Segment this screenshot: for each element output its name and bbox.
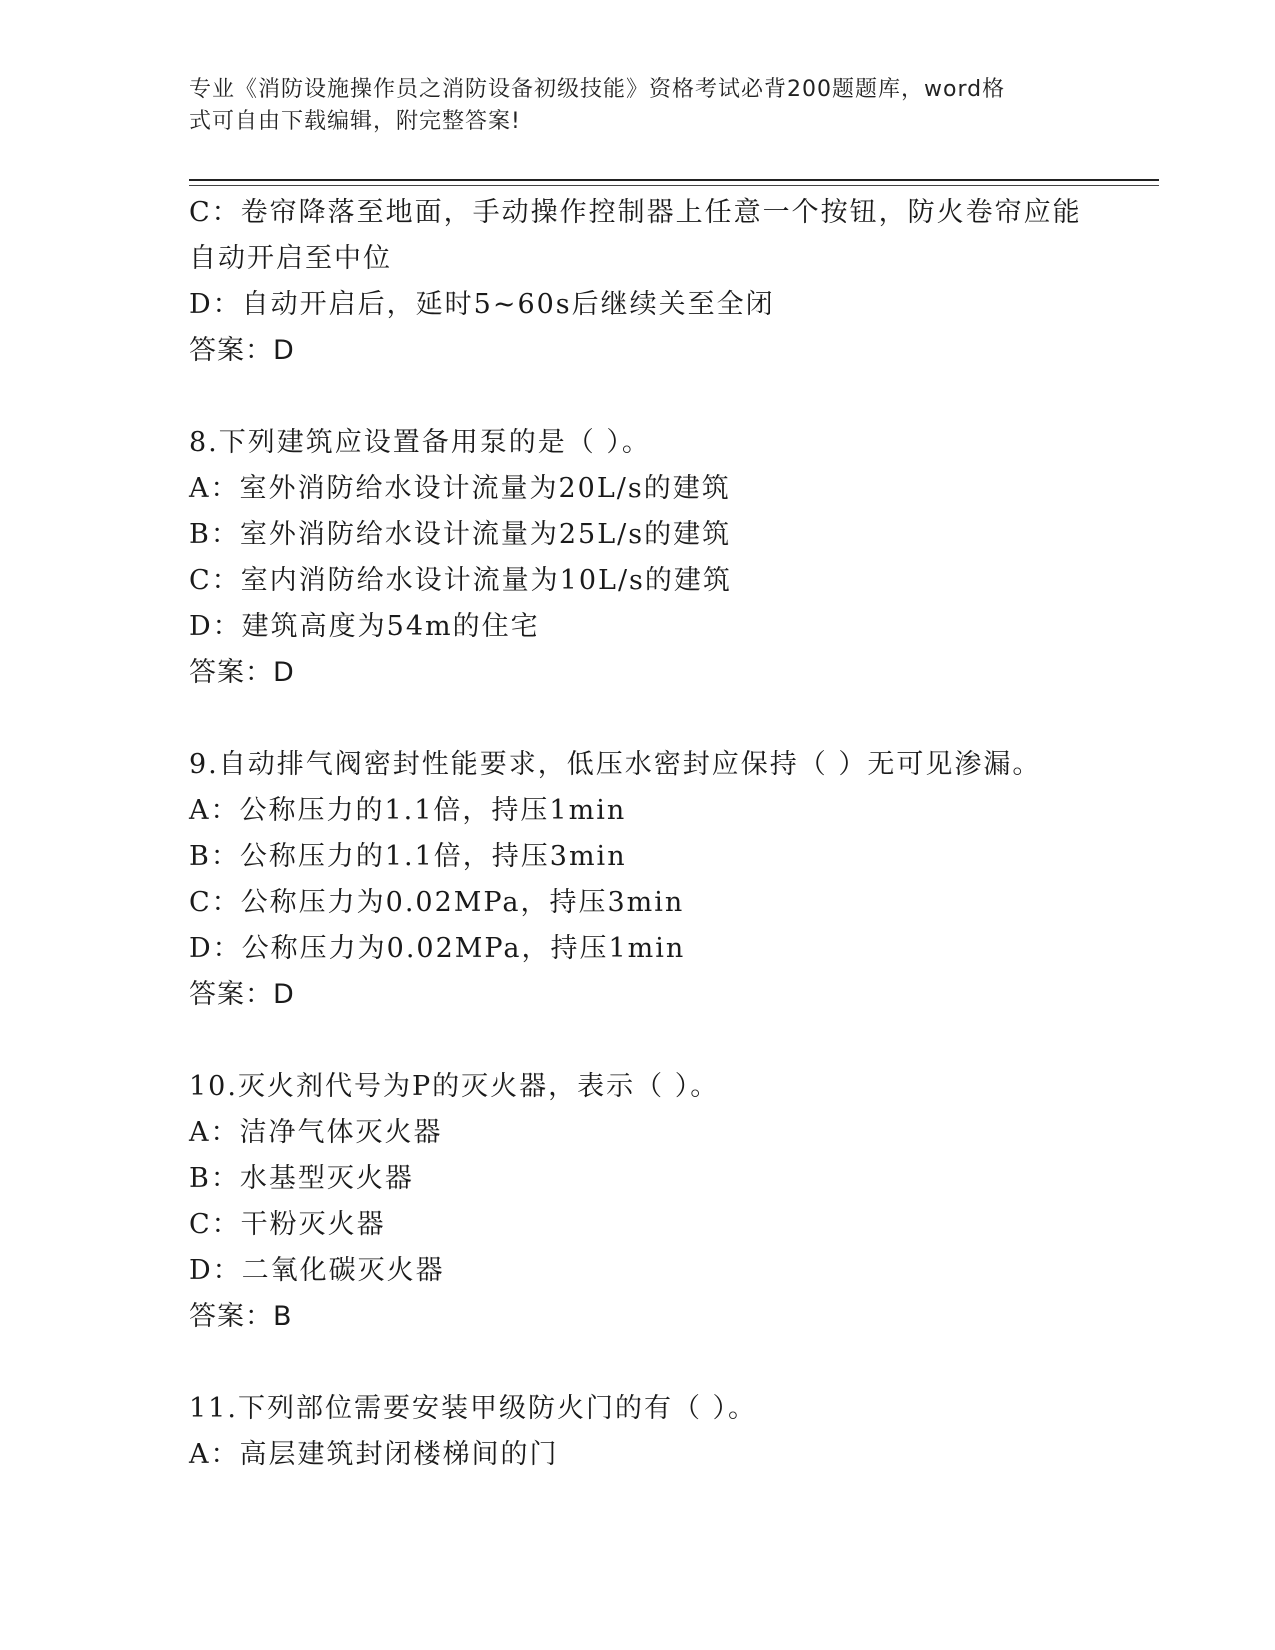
option-c: C：干粉灭火器	[189, 1209, 386, 1240]
question-11	[189, 1386, 1089, 1478]
option-d: D：自动开启后，延时5~60s后继续关至全闭	[189, 289, 775, 320]
option-b: B：水基型灭火器	[189, 1163, 414, 1194]
answer-line: 答案：D	[189, 657, 295, 688]
spacer	[189, 696, 1089, 742]
option-a: A：高层建筑封闭楼梯间的门	[189, 1439, 559, 1470]
option-c-line-2: 自动开启至中位	[189, 243, 392, 274]
question-content	[189, 190, 1089, 1478]
spacer	[189, 1340, 1089, 1386]
option-d: D：建筑高度为54m的住宅	[189, 611, 540, 642]
spacer	[189, 374, 1089, 420]
question-10	[189, 1064, 1089, 1340]
answer-line: 答案：B	[189, 1301, 293, 1332]
document-header	[189, 74, 1069, 138]
header-title-line-2: 式可自由下载编辑，附完整答案!	[189, 109, 521, 134]
answer-line: 答案：D	[189, 979, 295, 1010]
header-title-line-1: 专业《消防设施操作员之消防设备初级技能》资格考试必背200题题库，word格	[189, 77, 1006, 102]
question-stem: 10.灭火剂代号为P的灭火器，表示（ ）。	[189, 1071, 720, 1102]
option-d: D：公称压力为0.02MPa，持压1min	[189, 933, 686, 964]
spacer	[189, 1018, 1089, 1064]
option-a: A：室外消防给水设计流量为20L/s的建筑	[189, 473, 731, 504]
option-c: C：室内消防给水设计流量为10L/s的建筑	[189, 565, 732, 596]
option-b: B：公称压力的1.1倍，持压3min	[189, 841, 627, 872]
question-stem: 8.下列建筑应设置备用泵的是（ ）。	[189, 427, 651, 458]
option-c: C：公称压力为0.02MPa，持压3min	[189, 887, 685, 918]
answer-line: 答案：D	[189, 335, 295, 366]
option-b: B：室外消防给水设计流量为25L/s的建筑	[189, 519, 732, 550]
question-8	[189, 420, 1089, 696]
option-a: A：公称压力的1.1倍，持压1min	[189, 795, 627, 826]
question-stem: 9.自动排气阀密封性能要求，低压水密封应保持（ ）无可见渗漏。	[189, 749, 1042, 780]
question-9	[189, 742, 1089, 1018]
option-c-line-1: C：卷帘降落至地面，手动操作控制器上任意一个按钮，防火卷帘应能	[189, 197, 1082, 228]
option-a: A：洁净气体灭火器	[189, 1117, 443, 1148]
header-divider-thin	[189, 185, 1159, 186]
question-7-tail	[189, 190, 1089, 374]
option-d: D：二氧化碳灭火器	[189, 1255, 445, 1286]
header-divider-thick	[189, 179, 1159, 181]
question-stem: 11.下列部位需要安装甲级防火门的有（ ）。	[189, 1393, 758, 1424]
